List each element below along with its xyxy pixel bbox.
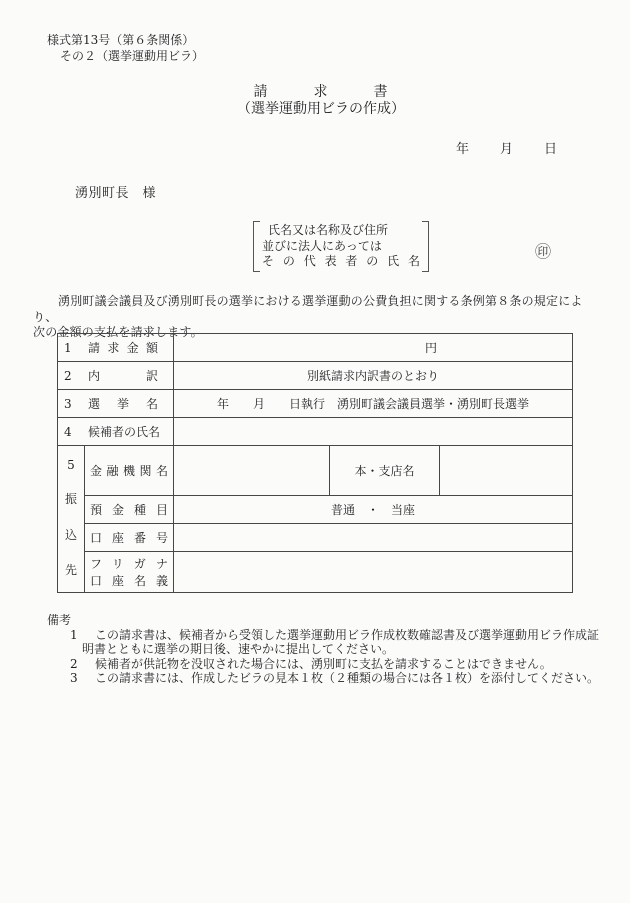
body-line2: 次の金額の支払を請求します。 bbox=[33, 325, 203, 339]
branch-label-cell bbox=[330, 446, 440, 495]
account-name-row bbox=[85, 552, 572, 592]
table-row-breakdown bbox=[58, 362, 572, 390]
account-name-field bbox=[174, 552, 572, 592]
row-amount-label-cell bbox=[58, 334, 174, 361]
transfer-char-3: 先 bbox=[64, 562, 77, 577]
breakdown-value: 別紙請求内訳書のとおり bbox=[306, 369, 439, 383]
deposit-label-cell bbox=[85, 496, 174, 523]
row-number: 4 bbox=[64, 424, 72, 439]
name-block-line2: 並びに法人にあっては bbox=[262, 238, 382, 253]
applicant-name-block bbox=[253, 221, 429, 272]
document-subtitle: （選挙運動用ビラの作成） bbox=[237, 101, 405, 117]
note-number: 3 bbox=[70, 671, 78, 686]
date-month-label: 月 bbox=[500, 142, 514, 157]
note-number: 2 bbox=[70, 656, 78, 671]
date-year-label: 年 bbox=[456, 142, 470, 157]
notes-section bbox=[47, 613, 607, 686]
row-candidate-label-cell bbox=[58, 418, 174, 445]
transfer-detail-rows bbox=[85, 446, 572, 592]
left-bracket bbox=[253, 221, 260, 272]
account-number-row bbox=[85, 524, 572, 552]
notes-heading: 備考 bbox=[47, 613, 72, 627]
document-title: 請 求 書 bbox=[253, 84, 389, 100]
note-text: この請求書は、候補者から受領した選挙運動用ビラ作成枚数確認書及び選挙運動用ビラ作成証 明書とともに選挙の期日後、速やかに提出してください。 bbox=[82, 627, 600, 657]
claim-form-table bbox=[57, 333, 573, 593]
bank-row bbox=[85, 446, 572, 496]
bank-label: 金融機関名 bbox=[90, 464, 168, 478]
row-amount-value-cell bbox=[174, 334, 572, 361]
date-day-label: 日 bbox=[544, 142, 558, 157]
table-row-transfer bbox=[58, 446, 572, 592]
row-number: 2 bbox=[64, 368, 72, 383]
deposit-label: 預金種目 bbox=[90, 503, 168, 517]
note-item-1 bbox=[70, 628, 607, 657]
note-text: この請求書には、作成したビラの見本１枚（２種類の場合には各１枚）を添付してください。 bbox=[95, 671, 600, 686]
form-number-line1: 様式第13号（第６条関係） bbox=[47, 33, 195, 47]
note-item-3 bbox=[70, 671, 607, 686]
row-breakdown-value-cell bbox=[174, 362, 572, 389]
election-name-value: 年 月 日執行 湧別町議会議員選挙・湧別町長選挙 bbox=[216, 397, 529, 411]
account-number-label-cell bbox=[85, 524, 174, 551]
account-number-field bbox=[174, 524, 572, 551]
deposit-type-value: 普通 ・ 当座 bbox=[330, 503, 415, 517]
row-breakdown-label-cell bbox=[58, 362, 174, 389]
row-breakdown-label: 内訳 bbox=[88, 369, 158, 383]
applicant-name-lines bbox=[260, 221, 422, 272]
note-item-2 bbox=[70, 657, 607, 672]
row-amount-label: 請求金額 bbox=[88, 341, 158, 355]
transfer-char-1: 振 bbox=[64, 492, 77, 507]
row-number: 1 bbox=[64, 340, 72, 355]
row-election-label-cell bbox=[58, 390, 174, 417]
row-election-value-cell bbox=[174, 390, 572, 417]
account-number-label: 口座番号 bbox=[90, 531, 168, 545]
table-row-candidate bbox=[58, 418, 572, 446]
account-name-label: 口座名義 bbox=[90, 574, 168, 588]
branch-name-field bbox=[440, 446, 572, 495]
row-number: 3 bbox=[64, 396, 72, 411]
candidate-name-field bbox=[174, 418, 572, 445]
addressee: 湧別町長 様 bbox=[75, 186, 157, 201]
note-number: 1 bbox=[70, 627, 78, 642]
bank-label-cell bbox=[85, 446, 174, 495]
furigana-label: フリガナ bbox=[90, 557, 168, 571]
note-text: 候補者が供託物を没収された場合には、湧別町に支払を請求することはできません。 bbox=[95, 656, 552, 671]
yen-unit-label: 円 bbox=[424, 341, 437, 355]
name-block-line1: 氏名又は名称及び住所 bbox=[268, 223, 389, 237]
body-line1: 湧別町議会議員及び湧別町長の選挙における選挙運動の公費負担に関する条例第８条の規定により、 bbox=[33, 294, 583, 324]
table-row-election bbox=[58, 390, 572, 418]
branch-label: 本・支店名 bbox=[354, 464, 415, 478]
account-name-label-cell bbox=[85, 552, 174, 592]
transfer-group-label-cell bbox=[58, 446, 85, 592]
row-number: 5 bbox=[67, 458, 75, 472]
form-number-line2: その２（選挙運動用ビラ） bbox=[60, 49, 205, 63]
name-block-line3: その代表者の氏名 bbox=[262, 254, 420, 268]
bank-name-field bbox=[174, 446, 330, 495]
right-bracket bbox=[422, 221, 429, 272]
deposit-type-row bbox=[85, 496, 572, 524]
transfer-char-2: 込 bbox=[64, 527, 77, 542]
date-line bbox=[456, 142, 557, 158]
row-election-label: 選挙名 bbox=[88, 397, 158, 411]
table-row-amount bbox=[58, 334, 572, 362]
seal-mark-icon: ㊞ bbox=[535, 242, 552, 261]
row-candidate-label: 候補者の氏名 bbox=[88, 425, 161, 439]
